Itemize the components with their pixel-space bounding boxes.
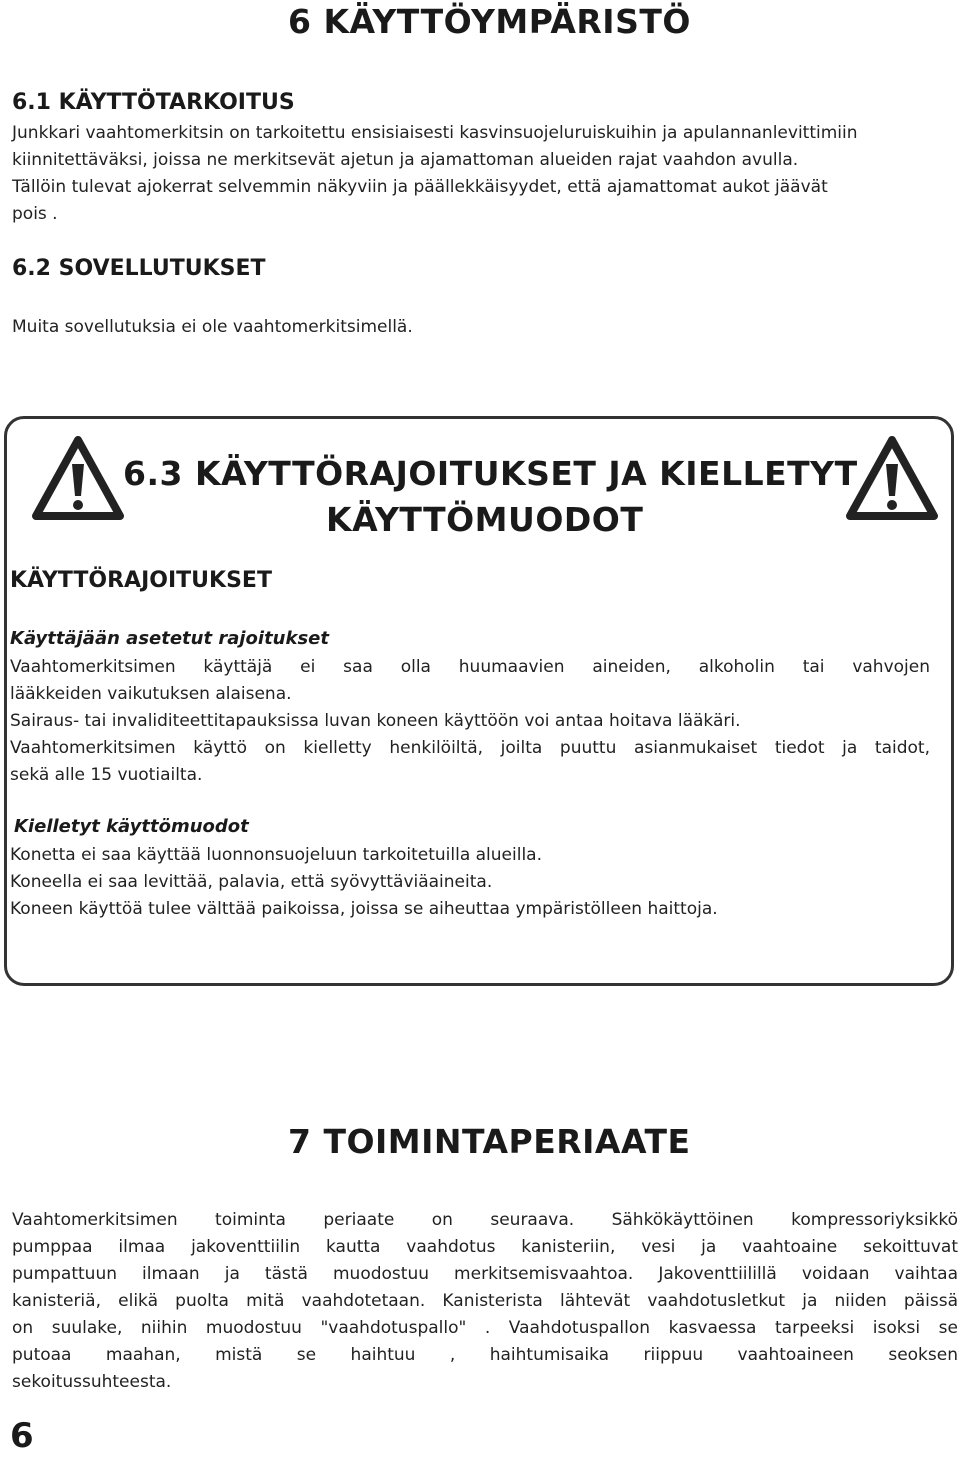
text-line: kanisteriä, elikä puolta mitä vaahdotetaan. Kanisterista lähtevät vaahdotusletkut ja niiden päissä	[12, 1291, 958, 1311]
section-6-1-heading: 6.1 KÄYTTÖTARKOITUS	[12, 90, 295, 115]
text-line: pumpattuun ilmaan ja tästä muodostuu merkitsemisvaahtoa. Jakoventtiilillä voidaan vaihtaa	[12, 1264, 958, 1284]
section-6-3-heading-line-2: KÄYTTÖMUODOT	[326, 500, 644, 539]
text-line: Vaahtomerkitsimen käyttäjä ei saa olla huumaavien aineiden, alkoholin tai vahvojen	[10, 657, 930, 677]
text-line: sekoitussuhteesta.	[12, 1372, 172, 1392]
user-restrictions-subheading: Käyttäjään asetetut rajoitukset	[10, 628, 329, 649]
text-line: kiinnitettäväksi, joissa ne merkitsevät ajetun ja ajamattoman alueiden rajat vaahdon avulla.	[12, 150, 799, 170]
warning-triangle-icon	[32, 436, 124, 520]
text-line: on suulake, niihin muodostuu "vaahdotuspallo" . Vaahdotuspallon kasvaessa tarpeeksi isoksi se	[12, 1318, 958, 1338]
text-line: lääkkeiden vaikutuksen alaisena.	[10, 684, 292, 704]
warning-triangle-icon	[846, 436, 938, 520]
section-7-paragraph	[12, 1207, 958, 1396]
text-line: Konetta ei saa käyttää luonnonsuojeluun tarkoitetuilla alueilla.	[10, 845, 543, 865]
text-line: Sairaus- tai invaliditeettitapauksissa luvan koneen käyttöön voi antaa hoitava lääkäri.	[10, 711, 741, 731]
forbidden-uses-paragraph	[10, 842, 910, 923]
text-line: Koneen käyttöä tulee välttää paikoissa, joissa se aiheuttaa ympäristölleen haittoja.	[10, 899, 718, 919]
text-line: putoaa maahan, mistä se haihtuu , haihtumisaika riippuu vaahtoaineen seoksen	[12, 1345, 958, 1365]
text-line: pois .	[12, 204, 58, 224]
text-line: Vaahtomerkitsimen käyttö on kielletty henkilöiltä, joilta puuttu asianmukaiset tiedot ja taidot,	[10, 738, 930, 758]
text-line: pumppaa ilmaa jakoventtiilin kautta vaahdotus kanisteriin, vesi ja vaahtoaine sekoittuvat	[12, 1237, 958, 1257]
text-line: Tällöin tulevat ajokerrat selvemmin näkyviin ja päällekkäisyydet, että ajamattomat aukot jäävät	[12, 177, 828, 197]
section-6-1-paragraph	[12, 120, 947, 228]
text-line: Koneella ei saa levittää, palavia, että syövyttäviäaineita.	[10, 872, 493, 892]
text-line: sekä alle 15 vuotiailta.	[10, 765, 203, 785]
text-line: Junkkari vaahtomerkitsin on tarkoitettu ensisiaisesti kasvinsuojeluruiskuihin ja apulannanlevittimiin	[12, 123, 858, 143]
page-number: 6	[10, 1416, 34, 1456]
section-7-title: 7 TOIMINTAPERIAATE	[288, 1122, 691, 1161]
section-6-2-paragraph	[12, 314, 413, 341]
section-6-title: 6 KÄYTTÖYMPÄRISTÖ	[288, 2, 691, 41]
text-line: Vaahtomerkitsimen toiminta periaate on seuraava. Sähkökäyttöinen kompressoriyksikkö	[12, 1210, 958, 1230]
forbidden-uses-subheading: Kielletyt käyttömuodot	[14, 816, 249, 837]
section-6-2-heading: 6.2 SOVELLUTUKSET	[12, 256, 266, 281]
section-6-3-heading-line-1: 6.3 KÄYTTÖRAJOITUKSET JA KIELLETYT	[123, 454, 858, 493]
restrictions-heading: KÄYTTÖRAJOITUKSET	[10, 568, 272, 593]
text-line: Muita sovellutuksia ei ole vaahtomerkitsimellä.	[12, 317, 413, 337]
user-restrictions-paragraph	[10, 654, 930, 789]
